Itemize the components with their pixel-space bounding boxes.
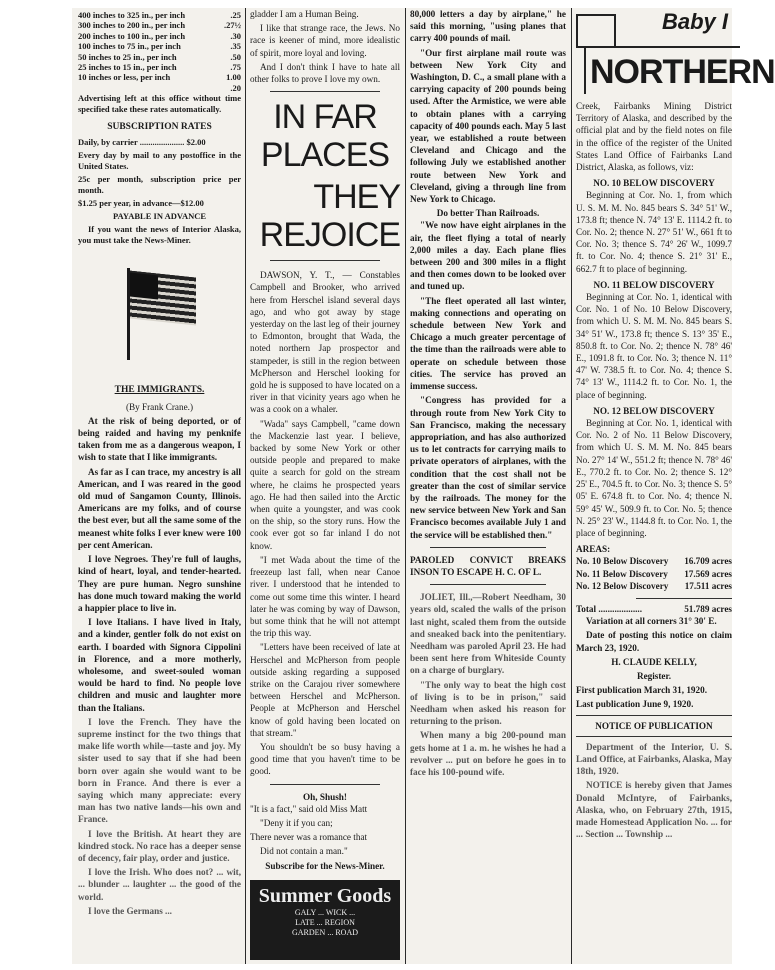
headline-rejoice: THEY REJOICE — [259, 178, 400, 255]
subscription-heading: SUBSCRIPTION RATES — [107, 122, 212, 133]
column-rule — [405, 8, 406, 964]
column-rule — [245, 8, 246, 964]
claim-heading: NO. 11 BELOW DISCOVERY — [593, 279, 715, 290]
masthead-tag: Baby I — [661, 9, 728, 34]
immigrants-byline: (By Frank Crane.) — [125, 401, 194, 412]
claim-heading: NO. 10 BELOW DISCOVERY — [593, 178, 715, 189]
area-total: Total ................... 51.789 acres — [576, 603, 732, 614]
area-row: No. 10 Below Discovery 16.709 acres — [576, 556, 732, 567]
article-paragraph: I love the Germans ... — [88, 905, 172, 916]
poem-line: There never was a romance that — [250, 832, 368, 843]
poem-line: "It is a fact," said old Miss Matt — [250, 803, 368, 814]
ad-rates-list — [78, 10, 241, 115]
column-1 — [78, 8, 241, 964]
subscription-notice: If you want the news of Interior Alaska, you must take the News-Miner. — [78, 224, 241, 246]
article-paragraph: When many a big 200-pound man gets home at 1 a. m. he wishes he had a revolver ... put on before he goes in to face his 100-pound wife. — [410, 730, 566, 777]
variation-note: Variation at all corners 31° 30' E. — [586, 616, 717, 627]
article-paragraph: You shouldn't be so busy having a good time that you haven't time to be good. — [250, 741, 400, 777]
claim-text: Beginning at Cor. No. 1, identical with Cor. No. 1 of No. 10 Below Discovery, from which U. S. M. M. No. 845 bears S. 34° 51' W., 173.8 ft; thence S. 13° 35' E., 850.8 ft. to Cor. No. 2; thence N. 78° 46' E., 1091.8 ft. to Cor. No. 3; thence N. 11° 47' W. 738.5 ft. to Cor. No. 4; thence S. 74° 13' W., 1114.2 ft. to Cor. No. 1, the place of beginning. — [576, 292, 732, 400]
claim-text: Beginning at Cor. No. 1, from which U. S. M. M. No. 845 bears S. 34° 51' W., 173.8 ft; thence N. 74° 13' E. 1114.2 ft. to Cor. No. 2; thence N. 27° 51' W., 661 ft to Cor. No. 3; thence S. 74° 26' W., 1099.7 ft. to Cor. No. 4; thence S. 21° 31' E., 662.7 ft to place of beginning. — [576, 190, 732, 274]
divider — [576, 736, 732, 737]
subscribe-tagline: Subscribe for the News-Miner. — [265, 860, 385, 871]
summer-goods-advert — [250, 880, 400, 960]
posting-note: Date of posting this notice on claim March 23, 1920. — [576, 630, 732, 653]
advert-line: LATE ... REGION — [295, 917, 355, 927]
convict-headline: PAROLED CONVICT BREAKS INSON TO ESCAPE H. C. OF L. — [410, 554, 566, 577]
divider — [430, 584, 546, 585]
divider — [430, 547, 546, 548]
article-paragraph: At the risk of being deported, or of being raided and having my penknife taken from me as a dangerous weapon, I wish to state that I like immigrants. — [78, 415, 241, 463]
subscription-line: $1.25 per year, in advance—$12.00 — [78, 198, 204, 209]
notice-text: NOTICE is hereby given that James Donald McIntyre, of Fairbanks, Alaska, who, on February 27th, 1915, made Homestead Application No. ... for ... Section ... Township ... — [576, 780, 732, 840]
masthead — [576, 8, 775, 100]
article-paragraph: I love Negroes. They're full of laughs, kind of heart, loyal, and tender-hearted. They are pure human. Negro sunshine has done much toward making the world a happier place to live in. — [78, 554, 241, 613]
article-paragraph: "I met Wada about the time of the freezeup last fall, when near Canoe river. I understood that he intended to come out some time this winter. I heard later he was coming by way of Dawson, but some think that he will not attempt the trip this way. — [250, 554, 400, 639]
divider — [270, 91, 380, 92]
payable-notice: PAYABLE IN ADVANCE — [112, 211, 207, 222]
signer-title: Register. — [636, 670, 672, 681]
signer-name: H. CLAUDE KELLY, — [611, 656, 697, 667]
rate-row: 200 inches to 100 in., per inch .30 — [78, 30, 241, 41]
notice-heading: NOTICE OF PUBLICATION — [595, 720, 713, 731]
poem-heading: Oh, Shush! — [303, 791, 347, 802]
column-2 — [250, 8, 400, 964]
masthead-box — [576, 14, 616, 48]
advert-line: GALY ... WICK ... — [294, 907, 356, 917]
article-paragraph: And I don't think I have to hate all other folks to prove I love my own. — [250, 61, 400, 85]
advert-title: Summer Goods — [258, 884, 392, 907]
claim-heading: NO. 12 BELOW DISCOVERY — [593, 405, 715, 416]
article-paragraph: I like that strange race, the Jews. No race is keener of mind, more idealistic of spirit, more loyal and loving. — [250, 23, 400, 58]
article-paragraph: "Our first airplane mail route was between New York City and Washington, D. C., a small plane with a carrying capacity of 200 pounds being used. After the Armistice, we were able to obtain planes with a carrying capacity of 400 pounds each. May 5 last year, we established a route between Cleveland and Chicago and the following July we established another route between New York and Cleveland, giving a through line from New York to Chicago. — [410, 47, 566, 205]
rate-row: 10 inches or less, per inch 1.00 — [78, 72, 241, 83]
first-publication: First publication March 31, 1920. — [576, 685, 708, 696]
article-paragraph: DAWSON, Y. T., — Constables Campbell and Brooker, who arrived here from Herschel island several days ago, and who got away by stage yesterday on the last leg of their journey to Edmonton, brought that Wada, the noted northern Jap prospector and stampeder, is still in the region between McPherson and Herschel looking for gold he is supposed to have located on a river in that vicinity years ago when he was a cook on a whaler. — [250, 270, 400, 415]
rate-row: 100 inches to 75 in., per inch .35 — [78, 41, 241, 52]
article-paragraph: "Wada" says Campbell, "came down the Mackenzie last year. I believe, backed by some New York or other outside people and prepared to make quite a search for gold on the stream where, he claims he prospected years ago. He had then sailed into the Arctic when quite a youngster, and was cook on the ship, so the story runs. How the cook ever got so far inland I do not know. — [250, 418, 400, 551]
column-rule — [571, 8, 572, 964]
rate-row: 50 inches to 25 in., per inch .50 — [78, 51, 241, 62]
article-paragraph: As far as I can trace, my ancestry is all American, and I was reared in the good old mud of Sangamon County, Illinois. Americans are my folks, and of course the best ever, but all the same some of the meanest white folks I ever knew were 100 per cent American. — [78, 466, 241, 550]
rates-note: Advertising left at this office without time specified take these rates automatically. — [78, 93, 241, 115]
rate-row: 300 inches to 200 in., per inch .27½ — [78, 20, 241, 31]
divider — [270, 260, 380, 261]
column-4 — [576, 8, 775, 964]
article-paragraph: I love the French. They have the supreme instinct for the two things that make life worth while—taste and joy. My sister used to say that if she had been born over again she would want to be born in France. And there is ever a saying which many appreciate: every man has two native lands—his own and France. — [78, 716, 241, 825]
subscription-line: 25c per month, subscription price per month. — [78, 174, 241, 196]
areas-heading: AREAS: — [576, 544, 611, 555]
rate-row: .20 — [230, 82, 241, 93]
notice-text: Department of the Interior, U. S. Land Office, at Fairbanks, Alaska, May 18th, 1920. — [576, 741, 732, 777]
last-publication: Last publication June 9, 1920. — [576, 699, 694, 710]
area-row: No. 12 Below Discovery 17.511 acres — [576, 580, 732, 591]
article-paragraph: "Congress has provided for a through route from New York City to San Francisco, making the necessary appropriation, and has also authorized us to let contracts for carrying mails to private operators of airplanes, with the condition that the cost shall not be greater than the cost of similar service by the railroads. The money for the new service between New York and San Francisco becomes available July 1 and the service will be established then." — [410, 395, 566, 540]
rate-row: 400 inches to 325 in., per inch .25 — [78, 10, 241, 20]
area-row: No. 11 Below Discovery 17.569 acres — [576, 568, 732, 579]
headline-far-places: IN FAR PLACES — [260, 98, 390, 175]
subscription-line: Every day by mail to any postoffice in the United States. — [78, 150, 241, 172]
divider — [636, 598, 732, 599]
article-paragraph: "The fleet operated all last winter, making connections and operating on schedule between New York and Chicago a much greater percentage of the time than the railroads were able to operate on schedule between those cities. The service has proved an immense success. — [410, 295, 566, 392]
rate-row: 25 inches to 15 in., per inch .75 — [78, 62, 241, 73]
article-paragraph: 80,000 letters a day by airplane," he said this morning, "using planes that carry 400 pounds of mail. — [410, 9, 566, 44]
article-paragraph: I love the Irish. Who does not? ... wit, ... blunder ... laughter ... the good of the world. — [78, 867, 241, 902]
claim-text: Beginning at Cor. No. 1, identical with Cor. No. 2 of No. 11 Below Discovery, from which U. S. M. M. No. 845 bears No. 27° 14' W., 551.2 ft; thence N. 78° 46' E., 770.2 ft. to Cor. No. 2; thence S. 12° 25' E., 704.5 ft. to Cor. No. 3; thence S. 5° 05' E. 674.8 ft. to Cor. No. 4; thence N. 59° 45' W., 509.9 ft. to Cor. No. 5; thence N. 25° 23' W., 1144.8 ft. to Cor. No. 1, the place of beginning. — [576, 418, 732, 538]
subscription-line: Daily, by carrier ..................... $2.00 — [78, 137, 206, 148]
column-3 — [410, 8, 566, 964]
subheading: Do better Than Railroads. — [436, 208, 540, 219]
poem-line: Did not contain a man." — [260, 846, 348, 857]
article-paragraph: "Letters have been received of late at Herschel and McPherson from people outside asking regarding a supposed strike on the Carajou river somewhere between Herschel and McPherson. People at McPherson and Herschel know of gold having been located on that stream." — [250, 642, 400, 738]
article-paragraph: JOLIET, Ill.,—Robert Needham, 30 years old, scaled the walls of the prison last night, scaled them from the outside and sneaked back into the penitentiary. Needham was paroled April 23. He had been sent here from Whiteside County on a charge of burglary. — [410, 592, 566, 676]
claims-intro: Creek, Fairbanks Mining District Territory of Alaska, and described by the official plat and by the field notes on file in the office of the register of the United States Land Office of Fairbanks Land District, Alaska, as follows, viz: — [576, 101, 732, 173]
article-paragraph: gladder I am a Human Being. — [250, 9, 359, 19]
article-paragraph: I love the British. At heart they are kindred stock. No race has a deeper sense of decency, fair play, order and justice. — [78, 828, 241, 863]
masthead-title: NORTHERN — [584, 46, 740, 94]
article-paragraph: "The only way to beat the high cost of living is to be in prison," said Needham when asked his reason for returning to the prison. — [410, 679, 566, 727]
immigrants-title: THE IMMIGRANTS. — [114, 385, 205, 396]
article-paragraph: I love Italians. I have lived in Italy, and a kinder, gentler folk do not exist on earth. I boarded with Signora Cippolini in Florence, and a more motherly, wholesome, and sweet-souled woman would be hard to find. No people love children and music and laughter more than the Italians. — [78, 617, 241, 713]
divider — [270, 784, 380, 785]
poem-line: "Deny it if you can; — [260, 817, 333, 828]
newspaper-page — [72, 8, 775, 964]
advert-line: GARDEN ... ROAD — [292, 927, 358, 937]
american-flag-icon — [117, 268, 203, 360]
article-paragraph: "We now have eight airplanes in the air, the fleet flying a total of nearly 2,000 miles a day. Each plane flies between 200 and 300 miles in a flight and then comes down to be looked over and tuned up. — [410, 220, 566, 292]
divider — [576, 715, 732, 716]
